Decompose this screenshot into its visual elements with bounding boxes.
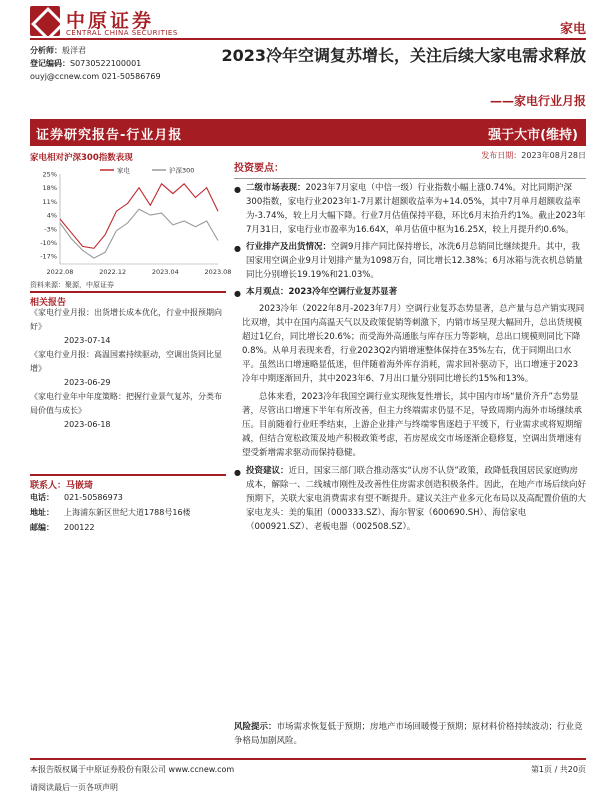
risk-text: 市场需求恢复低于预期；房地产市场回暖慢于预期；原材料价格持续波动；行业竞争格局加剧风险。 [234,722,583,746]
x-tick-label: 2023.08 [204,268,232,276]
point-text: 近日，国家三部门联合推动落实“认房不认贷”政策，政降低我国居民家庭购房成本，解除一、二线城市刚性及改善性住房需求创造积极条件。因此，在地产市场后续向好预期下，关联大家电消费需求有望不断提升。建议关注产业多元化布局以及高配置价值的大家电龙头：美的集团（000333.SZ）、海尔智家（600690.SH）、海信家电（000921.SZ）、老板电器（002508.SZ）。 [246,466,587,532]
point-investment-advice [234,464,586,534]
related-report-date: 2023-06-18 [64,420,111,429]
x-tick-label: 2023.04 [151,268,179,276]
footer-divider [30,758,586,760]
legend-label: 家电 [117,166,130,175]
company-logo [30,6,190,40]
contact-row [30,490,226,505]
logo-icon [30,6,60,36]
related-report-title: 《家电行业月报：出货增长成本优化，行业中报预期向好》 [30,308,222,331]
bullet-icon: ● [234,289,241,298]
analyst-block [30,44,190,83]
contact-key: 电话： [30,493,54,502]
risk-warning [234,720,586,748]
y-tick-label: -17% [40,252,57,261]
related-report-item[interactable] [30,306,226,348]
contact-zip: 200122 [64,523,95,532]
y-tick-label: -3% [44,225,57,234]
series-line [60,209,218,258]
rating: 强于大市(维持) [488,128,578,143]
analyst-contact: ouyj@ccnew.com 021-50586769 [30,72,161,81]
point-label: 投资建议： [246,466,289,476]
y-tick-label: 18% [42,184,57,193]
report-title: 2023冷年空调复苏增长，关注后续大家电需求释放 [221,46,586,65]
contact-address: 上海浦东新区世纪大道1788号16楼 [64,508,191,517]
related-report-item[interactable] [30,390,226,432]
point-text: 2023冷年空调行业复苏显著 [288,287,398,297]
contact-key: 邮编： [30,523,54,532]
logo-name-cn: 中原证券 [66,10,155,32]
point-label: 行业排产及出货情况： [246,242,332,252]
point-production [234,240,586,282]
report-subtitle: ——家电行业月报 [489,94,586,108]
publish-date-value: 2023年08月28日 [521,151,586,160]
analysis-paragraph: 2023冷年（2022年8月-2023年7月）空调行业复苏态势显著，总产量与总产销实现同比双增，其中在国内高温天气以及政策促销等刺激下，内销市场呈现大幅回升，总出货规模超过1亿台，同比增长20.6%；而受海外高通胀与库存压力等影响，总出口规模则同比下降0.8%。从单月表现来看，行业2023Q2内销增速整体保持在35%左右，优于同期出口水平。虽然出口增速略显低迷，但伴随着海外库存消耗，需求回补驱动下，出口增速于2023冷年中期逐渐回升，其中2023年6、7月出口量分别同比增长约15%和13%。 [242,304,585,384]
related-reports-title: 相关报告 [30,291,226,308]
x-tick-label: 2022.12 [99,268,127,276]
series-line [60,184,218,249]
analyst-name: 般洋君 [62,46,86,55]
contact-row [30,505,226,520]
performance-chart [30,162,232,287]
related-report-title: 《家电行业月报：高温国素持续驱动，空调出货同比显增》 [30,350,222,373]
top-divider [30,38,586,40]
footer-copyright: 本报告版权属于中原证券股份有限公司 www.ccnew.com [30,765,235,774]
chart-title: 家电相对沪深300指数表现 [30,153,133,163]
publish-date-label: 发布日期： [481,151,522,160]
point-secondary-market [234,181,586,237]
point-label: 本月观点： [246,287,289,297]
related-reports [30,306,226,432]
report-banner [30,119,586,146]
reg-label: 登记编码： [30,59,70,68]
contact-key: 地址： [30,508,54,517]
contact-title: 联系人：马嵌琦 [30,474,226,491]
y-tick-label: 11% [42,197,57,206]
contact-row [30,520,226,535]
page-number: 第1页 / 共20页 [530,765,586,774]
report-type: 证券研究报告-行业月报 [36,128,183,143]
invest-points-heading: 投资要点： [234,162,586,179]
y-tick-label: 4% [46,211,57,220]
contact-phone: 021-50586973 [64,493,123,502]
bullet-icon: ● [234,244,241,253]
analyst-label: 分析师： [30,46,62,55]
analysis-paragraph: 总体来看，2023冷年我国空调行业实现恢复性增长，其中国内市场“量价齐升”态势显著，尽管出口增速下半年有所改善，但主力终端需求仍显不足，导致周期内海外市场继续承压。目前随着行业旺季结束，上游企业排产与终端零售逐趋于平缓下，行业需求或将短期缩减，但结合宽松政策及地产积极政策考虑，若房屋成交市场逐渐企稳修复，空调出货增速有望受新增需求驱动而保持稳健。 [242,392,583,458]
footer-disclaimer: 请阅读最后一页各项声明 [30,783,118,792]
related-report-date: 2023-06-29 [64,378,111,387]
point-monthly-view [234,285,586,299]
bullet-icon: ● [234,468,241,477]
y-tick-label: 25% [42,170,57,179]
sector-tag: 家电 [559,22,586,37]
point-text: 空调9月排产同比保持增长，冰洗6月总销同比继续提升。其中，我国家用空调企业9月计划排产量为1098万台，同比增长12.38%；6月冰箱与洗衣机总销量同比分别增长19.19%和21.03%。 [246,242,583,280]
contact-block [30,490,226,535]
point-text: 2023年7月家电（中信一级）行业指数小幅上涨0.74%。对比同期沪深300指数，家电行业2023年1-7月累计超额收益率为+14.05%，其中7月单月超额收益率为-3.74%，较上月大幅下降。行业7月估值保持平稳，环比6月末抬升约1%。截止2023年7月31日，家电行业市盈率为16.64X，单月估值中枢为16.25X，较上月提升约0.6%。 [246,183,586,235]
logo-name-en: CENTRAL CHINA SECURITIES [66,29,178,37]
bullet-icon: ● [234,185,241,194]
x-tick-label: 2022.08 [46,268,74,276]
reg-code: S0730522100001 [70,59,142,68]
y-tick-label: -10% [40,238,57,247]
chart-source: 资料来源：聚源，中原证券 [30,281,114,289]
legend-label: 沪深300 [169,166,195,175]
main-content [234,162,586,537]
related-report-title: 《家电行业年中年度策略：把握行业景气复苏，分类布局价值与成长》 [30,392,222,415]
point-label: 二级市场表现： [246,183,306,193]
related-report-date: 2023-07-14 [64,336,111,345]
risk-label: 风险提示： [234,722,277,732]
related-report-item[interactable] [30,348,226,390]
publish-date [481,150,586,161]
